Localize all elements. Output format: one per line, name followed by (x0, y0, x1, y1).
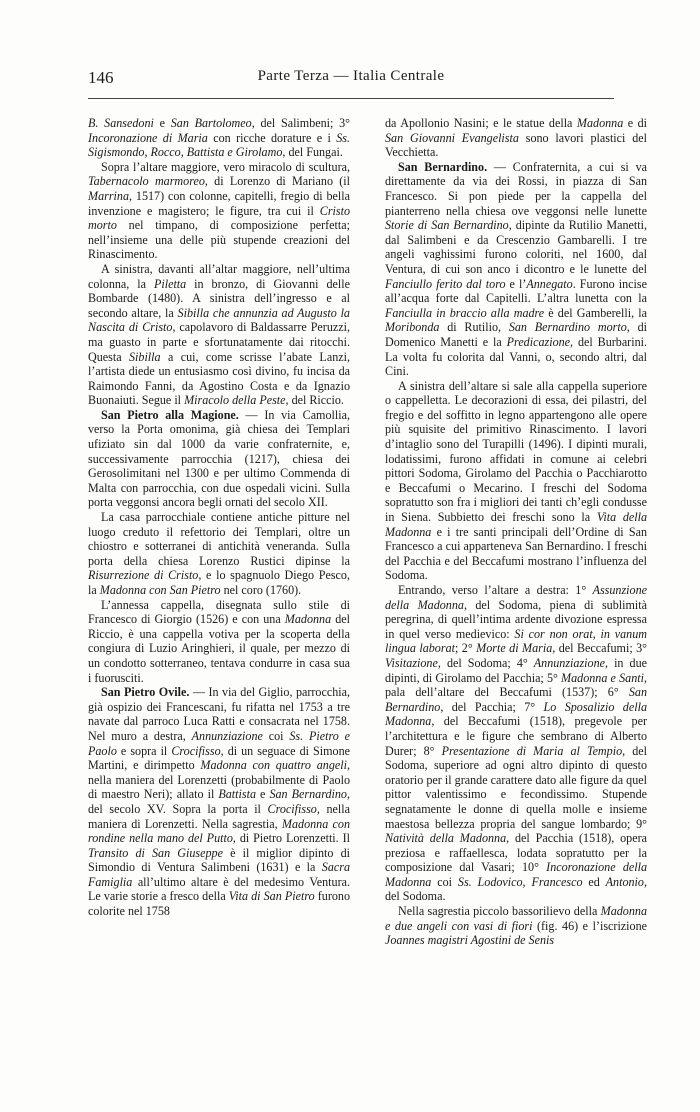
text-run: del Riccio, è una cappella votiva per la scoperta della congiura di Luzio Aringhieri, il quale, per mezzo di un condotto sotterraneo, tentava condurre in casa sua i fuorusciti. (88, 612, 350, 685)
paragraph (88, 408, 350, 510)
italic-title: San Bartolomeo (170, 116, 252, 130)
text-run: e (256, 787, 270, 802)
text-run: , capolavoro di Baldassarre Peruzzi, ma guasto in parte e sfortunatamente dai ritocchi. Questa (88, 320, 350, 364)
italic-title: Predicazione (506, 334, 571, 349)
italic-title: Crocifisso (267, 801, 317, 816)
italic-title: Lo Sposalizio della Madonna (385, 699, 647, 729)
text-run: sono lavori plastici del Vecchietta. (385, 130, 648, 160)
paragraph (385, 583, 647, 904)
text-run: . Furono incise all’acqua forte dal Capitelli. L’altra lunetta con la (385, 276, 647, 306)
italic-title: Fanciullo ferito dal toro (385, 276, 506, 291)
right-column (385, 116, 647, 948)
paragraph (385, 379, 647, 583)
paragraph (88, 160, 350, 262)
italic-title: Assunzione della Madonna (385, 583, 647, 612)
text-run: nel coro (1760). (220, 583, 302, 597)
text-run: , pala dell’altare del Beccafumi (1537); 6° (385, 670, 647, 700)
text-run: di Rutilio, (439, 320, 509, 335)
italic-title: Battista (218, 787, 256, 802)
italic-title: Presentazione di Maria al Tempio (441, 743, 623, 758)
italic-title: Madonna con quattro angeli (200, 758, 347, 773)
italic-title: Sibilla (128, 349, 161, 364)
paragraph (385, 904, 647, 948)
text-run: , dipinte da Rutilio Manetti, dal Salimbeni e da Crescenzio Gambarelli. I tre angeli vaghissimi furono coloriti, nel 1600, dal Ventura, di cui son anco i dicontro e le lunette del (385, 218, 647, 276)
text-run: A sinistra dell’altare si sale alla cappella superiore o cappelletta. Le decorazioni di essa, dei pilastri, del fregio e del soffitto in legno appartengono alle opere più squisite del primitivo Rinascimento. I lavori d’intaglio sono del Turapilli (1496). I dipinti murali, lodatissimi, furono affidati in comune ai celebri pittori Sodoma, Girolamo del Pacchia o Pacchiarotto e Beccafumi o Mecarino. I freschi del Sodoma sopratutto son fra i migliori dei tanti ch’egli condusse in Siena. Subbietto dei freschi sono la (385, 378, 647, 525)
italic-title: Madonna e Santi (561, 670, 644, 685)
italic-title: Si cor non orat, in vanum lingua laborat (385, 626, 647, 656)
entry-heading: San Bernardino. (398, 159, 488, 174)
italic-title: Sacra Famiglia (88, 860, 350, 889)
italic-title: Natività della Madonna (385, 831, 507, 846)
left-column (88, 116, 350, 919)
italic-title: Miracolo della Peste (184, 393, 286, 408)
italic-title: Sibilla che annunzia ad Augusto la Nascita di Cristo (88, 305, 350, 335)
paragraph (385, 116, 647, 160)
paragraph (88, 685, 350, 919)
text-run: e (153, 116, 171, 130)
text-run: a cui, come scrisse l’abate Lanzi, l’artista diede un entusiasmo così divino, fu incisa da Raimondo Fanni, da Agostino Costa e da Ignazio Buonaiuti. Segue il (88, 349, 350, 408)
text-run: coi (262, 728, 290, 743)
running-title: Parte Terza — Italia Centrale (257, 68, 445, 84)
italic-title: Madonna con rondine nella mano del Putto (88, 816, 350, 846)
italic-title: Madonna con San Pietro (99, 583, 221, 597)
text-run: — Confraternita, a cui si va direttamente da via dei Rossi, in piazza di San Francesco. Si pon piede per la cappella del pianterreno nella chiesa ove veggonsi nelle lunette (385, 159, 647, 218)
paragraph (88, 598, 350, 686)
paragraph (385, 160, 647, 379)
italic-title: Joannes magistri Agostini de Senis (385, 933, 555, 948)
italic-title: Moribonda (385, 320, 440, 335)
text-run: , nella maniera del Lorenzetti (probabilmente di Paolo di maestro Neri); allato il (88, 758, 350, 802)
italic-title: Antonio (605, 874, 644, 889)
text-run: all’ultimo altare è del medesimo Ventura. Le varie storie a fresco della (88, 874, 350, 904)
text-run: , del Beccafumi; 3° (552, 641, 648, 656)
page-number: 146 (88, 68, 114, 87)
text-run: , nella maniera di Lorenzetti. Nella sagrestia, (88, 801, 350, 831)
text-run: , del Sodoma; 4° (437, 655, 534, 670)
text-run: furono colorite nel 1758 (88, 889, 350, 919)
text-run: , del Riccio. (285, 393, 344, 408)
text-run: , del Pacchia; 7° (440, 699, 544, 714)
text-run: , del secolo XV. Sopra la porta il (88, 787, 350, 816)
text-run: , 1517) con colonne, capitelli, fregio di bella invenzione e magistero; le figure, tra cui il (88, 188, 350, 218)
italic-title: Ss. Pietro e Paolo (88, 728, 350, 758)
italic-title: Annegato (526, 276, 573, 291)
italic-title: Madonna e due angeli con vasi di fiori (385, 904, 647, 933)
text-run: nel timpano, di composizione perfetta; nell’insieme una delle più stupende creazioni del Rinascimento. (88, 218, 350, 262)
italic-title: Madonna (284, 612, 332, 627)
italic-title: Ss. Sigismondo, Rocco, Battista e Girolamo (88, 130, 350, 160)
text-run: , del Sodoma. (385, 874, 647, 904)
text-run: , di Lorenzo di Mariano (il (204, 174, 350, 189)
text-run: — In via del Giglio, parrocchia, già ospizio dei Francescani, fu rifatta nel 1753 a tre navate dal parroco Luca Ratti e consacrata nel 1758. Nel muro a destra, (88, 685, 351, 743)
text-run: — In via Camollia, verso la Porta omonima, già chiesa dei Templari ufiziato sin dal 1000 da varie confraternite, e, successivamente parrocchia (1217), chiesa dei Gerosolimitani nel 1300 e per ultimo Commenda di Malta con parrocchia, con due ospedali vicini. Sulla porta veggonsi ancora begli ornati del secolo XII. (88, 407, 350, 510)
italic-title: Marrina (88, 188, 129, 203)
text-run: è il miglior dipinto di Simondio di Ventura Salimbeni (1631) e la (88, 845, 350, 875)
italic-title: Vita della Madonna (385, 510, 648, 539)
italic-title: Crocifisso (171, 743, 221, 758)
text-run: e di (623, 116, 648, 130)
text-run: in bronzo, di Giovanni delle Bombarde (1480). A sinistra dell’ingresso e al secondo altare, la (88, 276, 350, 320)
italic-title: Visitazione (385, 655, 438, 670)
italic-title: Annunziazione (191, 728, 263, 743)
italic-title: Vita di San Pietro (228, 889, 315, 904)
italic-title: B. Sansedoni (88, 116, 154, 130)
italic-title: Tabernacolo marmoreo (88, 174, 205, 189)
italic-title: San Bernardino morto (508, 320, 627, 335)
text-run: , del Sodoma, superiore ad ogni altro dipinto di questo oratorio per il grande carattere dato alle figure da quel pittor valentissimo e fecondissimo. Stupende segnatamente le donne di quella molle e insieme maestosa bellezza propria del sangue lombardo; 9° (385, 743, 647, 831)
italic-title: Cristo morto (88, 203, 350, 233)
italic-title: Ss. Lodovico, Francesco (457, 874, 583, 889)
text-run: Nella sagrestia piccolo bassorilievo della (398, 904, 601, 919)
italic-title: Transito di San Giuseppe (88, 845, 223, 860)
text-run: L’annessa cappella, disegnata sullo stile di Francesco di Giorgio (1526) e con una (88, 597, 350, 627)
text-run: , di Domenico Manetti e la (385, 320, 647, 349)
text-run: , del Fungai. (282, 145, 343, 160)
text-run: , e lo spagnuolo Diego Pesco, la (88, 568, 350, 597)
text-run: Sopra l’altare maggiore, vero miracolo di scultura, (101, 159, 350, 174)
entry-heading: San Pietro alla Magione. (101, 407, 239, 422)
paragraph (88, 262, 350, 408)
paragraph (88, 510, 350, 598)
text-run: , del Burbarini. La volta fu colorita dal Vanni, o, secondo altri, dal Cini. (385, 334, 648, 379)
italic-title: Incoronazione di Maria (88, 130, 208, 145)
italic-title: Risurrezione di Cristo (88, 568, 199, 583)
text-run: (fig. 46) e l’iscrizione (532, 918, 647, 933)
text-run: , di un seguace di Simone Martini, e dirimpetto (88, 743, 350, 773)
entry-heading: San Pietro Ovile. (101, 685, 190, 700)
italic-title: Fanciulla in braccio alla madre (385, 305, 545, 320)
italic-title: Morte di Maria (476, 641, 553, 656)
text-run: e i tre santi principali dell’Ordine di San Francesco a cui apparteneva San Bernardino. I freschi del Pacchia e del Beccafumi mostrano l’influenza del Sodoma. (385, 524, 647, 583)
text-run: , del Sodoma, piena di sublimità peregrina, di quell’intima ardente divozione espressa in quel verso medievico: (385, 597, 647, 641)
paragraph (88, 116, 350, 160)
text-run: con ricche dorature e i (207, 130, 337, 145)
text-run: Entrando, verso l’altare a destra: 1° (398, 583, 593, 597)
text-run: è del Gamberelli, la (544, 305, 647, 320)
italic-title: San Giovanni Evangelista (385, 130, 519, 145)
text-run: , del Pacchia (1518), opera preziosa e raffaellesca, lodata sopratutto per la composizione dal Vasari; 10° (385, 831, 647, 875)
italic-title: Annunziazione (533, 655, 605, 670)
text-run: A sinistra, davanti all’altar maggiore, nell’ultima colonna, la (88, 261, 350, 291)
text-run: coi (431, 874, 458, 889)
text-run: e l’ (505, 276, 527, 291)
italic-title: Madonna (576, 116, 624, 130)
page-header (88, 66, 614, 90)
text-run: La casa parrocchiale contiene antiche pitture nel luogo creduto il refettorio dei Templari, oltre un chiostro e sotterranei di antichità veneranda. Sulla porta della chiesa Lorenzo Rustici dipinse la (88, 510, 350, 568)
italic-title: San Bernardino (385, 685, 647, 714)
text-run: , di Pietro Lorenzetti. Il (232, 831, 350, 846)
italic-title: Storie di San Bernardino (385, 218, 509, 233)
text-run: , del Beccafumi (1518), pregevole per l’architettura e le figure che sembrano di Alberto Durer; 8° (385, 714, 647, 758)
text-run: ed (582, 874, 606, 889)
text-run: e sopra il (116, 743, 172, 758)
header-rule (88, 98, 614, 99)
text-run: , del Salimbeni; 3° (251, 116, 350, 130)
italic-title: Piletta (153, 276, 187, 291)
text-run: ; 2° (454, 641, 477, 656)
text-run: da Apollonio Nasini; e le statue della (385, 116, 577, 130)
text-run: , in due dipinti, di Girolamo del Pacchia; 5° (385, 655, 647, 685)
italic-title: Incoronazione della Madonna (385, 860, 647, 889)
italic-title: San Bernardino (269, 787, 347, 802)
